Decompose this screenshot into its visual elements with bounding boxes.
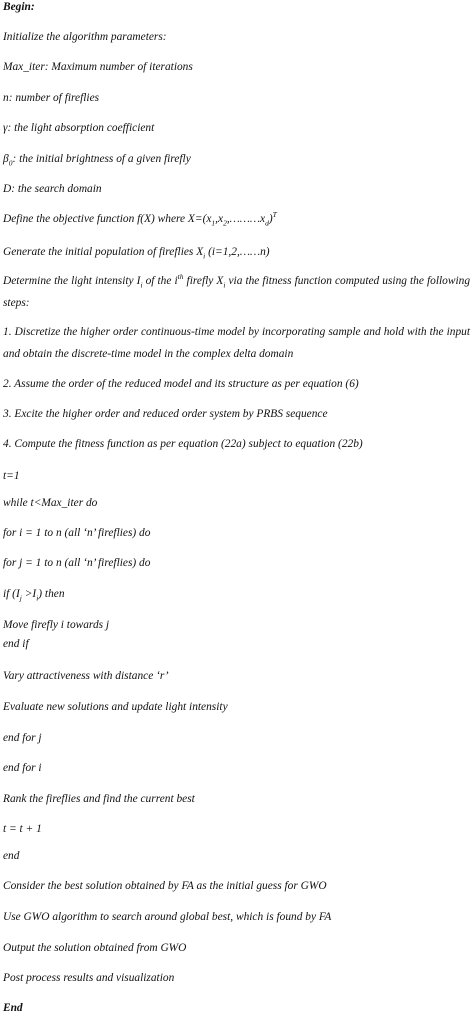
intensity-text-4: via the fitness function computed using the following steps: (3, 275, 471, 309)
beta-line (3, 152, 470, 166)
for-j-line: for j = 1 to n (all ‘n’ fireflies) do (3, 557, 151, 569)
if-line (3, 587, 470, 601)
rank-line: Rank the fireflies and find the current best (3, 793, 195, 805)
post-process-line: Post process results and visualization (3, 972, 175, 984)
if-text-2: >I (21, 588, 37, 600)
for-i-line: for i = 1 to n (all ‘n’ fireflies) do (3, 527, 151, 539)
fireflies-count-line: n: number of fireflies (3, 92, 100, 104)
objective-sub-1: 1 (211, 218, 216, 228)
max-iter-line: Max_iter: Maximum number of iterations (3, 61, 193, 73)
step-4: 4. Compute the fitness function as per equation (22a) subject to equation (22b) (3, 438, 363, 450)
intensity-sub-2: i (223, 280, 226, 290)
end-if-line: end if (3, 638, 29, 650)
evaluate-line: Evaluate new solutions and update light intensity (3, 701, 228, 713)
if-sub-j: j (19, 593, 22, 603)
end-line: end (3, 850, 20, 862)
objective-line (3, 212, 470, 226)
objective-text: Define the objective function f(X) where X=(x (3, 213, 212, 225)
objective-sub-2: 2 (223, 218, 227, 228)
gamma-line: γ: the light absorption coefficient (3, 122, 155, 134)
population-sub: i (203, 251, 206, 261)
end-for-i-line: end for i (3, 762, 42, 774)
objective-text-2: ,x (215, 213, 224, 225)
objective-text-4: ) (268, 213, 273, 225)
vary-line: Vary attractiveness with distance ‘r’ (3, 670, 169, 682)
intensity-text-3: firefly X (183, 275, 224, 287)
beta-subscript: 0 (8, 158, 13, 168)
move-line: Move firefly i towards j (3, 619, 110, 631)
if-text: if (I (3, 588, 20, 600)
step-3: 3. Excite the higher order and reduced order system by PRBS sequence (3, 408, 328, 420)
begin-label: Begin: (3, 1, 35, 13)
population-text-2: (i=1,2,……n) (205, 246, 270, 258)
population-text: Generate the initial population of fireflies X (3, 246, 204, 258)
beta-text: : the initial brightness of a given firefly (12, 153, 191, 165)
init-line: Initialize the algorithm parameters: (3, 31, 167, 43)
beta-symbol: β (3, 153, 9, 165)
output-line: Output the solution obtained from GWO (3, 942, 187, 954)
t-inc-line: t = t + 1 (3, 823, 42, 835)
consider-line: Consider the best solution obtained by FA as the initial guess for GWO (3, 880, 327, 892)
intensity-text-2: of the i (142, 275, 178, 287)
step-1: 1. Discretize the higher order continuous-time model by incorporating sample and hold with the input and obtain the discrete-time model in the complex delta domain (3, 326, 470, 360)
objective-sup-t: T (272, 210, 277, 220)
objective-text-3: ,………x (226, 213, 266, 225)
t-init-line: t=1 (3, 470, 20, 482)
domain-line: D: the search domain (3, 183, 102, 195)
intensity-sub-1: i (140, 280, 143, 290)
while-line: while t<Max_iter do (3, 497, 98, 509)
end-final-label: End (3, 1002, 23, 1014)
if-sub-i: i (36, 593, 39, 603)
intensity-line (3, 270, 470, 314)
step-2: 2. Assume the order of the reduced model and its structure as per equation (6) (3, 378, 359, 390)
objective-sub-d: d (265, 218, 269, 228)
intensity-sup-th: th (177, 272, 184, 282)
if-text-3: ) then (38, 588, 65, 600)
population-line (3, 245, 470, 259)
intensity-text: Determine the light intensity I (3, 275, 141, 287)
end-for-j-line: end for j (3, 732, 42, 744)
use-gwo-line: Use GWO algorithm to search around global best, which is found by FA (3, 911, 332, 923)
